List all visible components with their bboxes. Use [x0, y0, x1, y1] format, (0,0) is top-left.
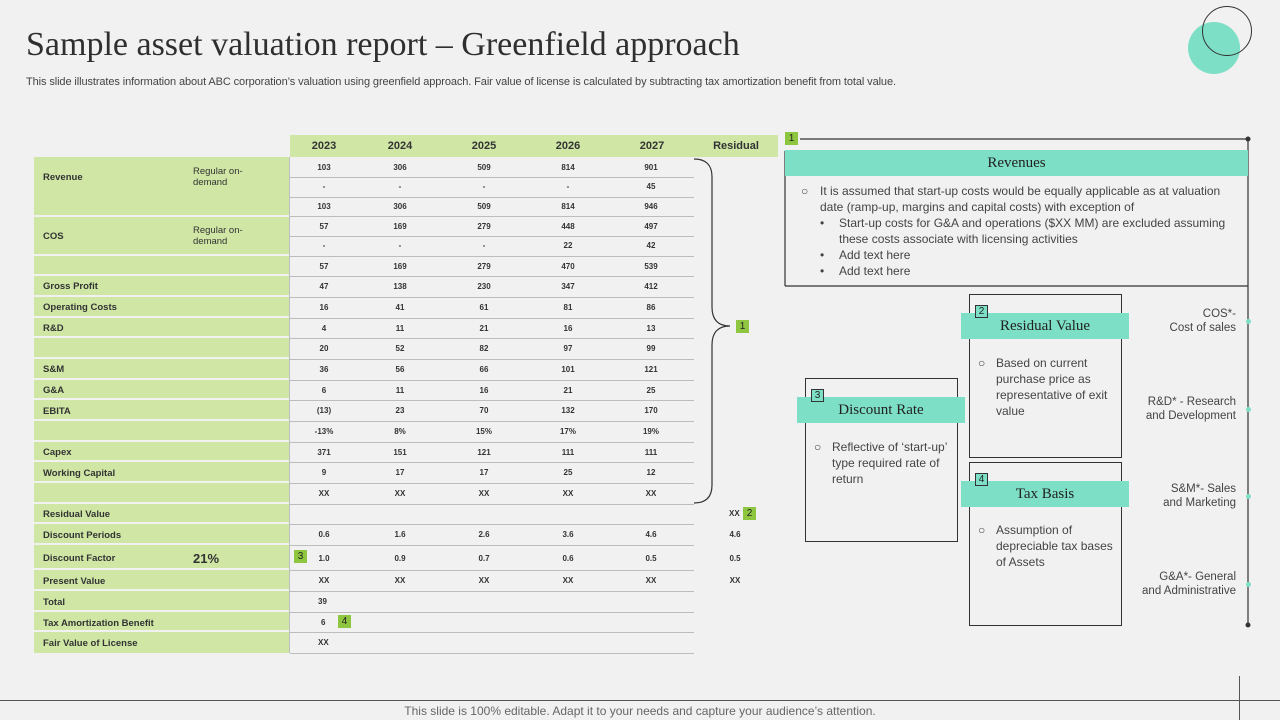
table-row-divider [290, 338, 694, 339]
table-row-divider [290, 632, 694, 633]
label-bg [34, 400, 289, 421]
table-row-divider [290, 570, 694, 571]
footer-text: This slide is 100% editable. Adapt it to your needs and capture your audience’s attention. [404, 704, 876, 718]
header-residual: Residual [694, 135, 778, 157]
table-cell: 17 [479, 468, 489, 477]
table-cell: 4.6 [729, 530, 741, 539]
table-cell: 17 [395, 468, 405, 477]
table-cell: 15% [475, 427, 492, 436]
table-cell: 21 [563, 386, 573, 395]
table-cell: 16 [319, 303, 329, 312]
circle-bullet-icon: ○ [978, 523, 986, 537]
table-cell: - [482, 182, 486, 191]
decorative-circle-ring [1202, 6, 1252, 56]
header-2026: 2026 [526, 135, 610, 157]
page-subtitle: This slide illustrates information about ABC corporation’s valuation using greenfield approach. Fair value of license is calculated by subtracting tax amortization benefit from total value. [26, 76, 896, 88]
table-row-divider [290, 462, 694, 463]
badge-3: 3 [294, 550, 307, 563]
table-cell: XX [394, 576, 406, 585]
table-cell: 371 [317, 448, 331, 457]
row-label-snm: S&M [43, 364, 65, 375]
table-cell: 279 [477, 222, 491, 231]
residual-value-desc: Based on current purchase price as representative of exit value [996, 356, 1108, 418]
table-cell: 1.0 [318, 554, 330, 563]
table-cell: 151 [393, 448, 407, 457]
header-2027: 2027 [610, 135, 694, 157]
legend-snm-line2: and Marketing [1163, 497, 1236, 509]
header-2025: 2025 [442, 135, 526, 157]
legend-dot [1246, 494, 1251, 499]
tax-basis-title: Tax Basis [961, 481, 1129, 507]
table-cell: 13 [646, 324, 656, 333]
circle-bullet-icon: ○ [814, 440, 822, 454]
table-cell: 121 [644, 365, 658, 374]
table-cell: 509 [477, 163, 491, 172]
table-cell: 45 [646, 182, 656, 191]
legend-snm-line1: S&M*- Sales [1170, 483, 1236, 495]
revenues-text [801, 183, 1229, 279]
table-cell: 448 [561, 222, 575, 231]
table-row-divider [290, 297, 694, 298]
table-cell: 306 [393, 163, 407, 172]
footer-divider [0, 700, 1280, 701]
badge-3-discount: 3 [811, 389, 824, 402]
table-cell: 0.7 [478, 554, 490, 563]
label-bg [34, 483, 289, 504]
header-2024: 2024 [358, 135, 442, 157]
tax-basis-text [978, 522, 1113, 570]
table-row-divider [290, 400, 694, 401]
table-cell: 901 [644, 163, 658, 172]
row-label-operating-costs: Operating Costs [43, 302, 117, 313]
table-cell: XX [318, 489, 330, 498]
total-cell: 39 [318, 597, 327, 606]
header-2023: 2023 [290, 135, 358, 157]
table-row-divider [290, 177, 694, 178]
revenues-title: Revenues [785, 150, 1248, 176]
curly-brace [690, 157, 730, 505]
label-bg [34, 421, 289, 442]
table-cell: 121 [477, 448, 491, 457]
table-cell: - [566, 182, 570, 191]
table-cell: 170 [644, 406, 658, 415]
table-cell: 4.6 [645, 530, 657, 539]
table-cell: XX [562, 489, 574, 498]
tax-amortization-cell: 6 [321, 618, 326, 627]
table-cell: 61 [479, 303, 489, 312]
table-cell: 16 [479, 386, 489, 395]
row-label-ebita: EBITA [43, 406, 71, 417]
badge-4: 4 [338, 615, 351, 628]
table-cell: 412 [644, 282, 658, 291]
table-cell: 306 [393, 202, 407, 211]
label-bg [34, 380, 289, 400]
table-cell: 17% [559, 427, 576, 436]
table-cell: XX [478, 489, 490, 498]
table-cell: - [398, 182, 402, 191]
page-title: Sample asset valuation report – Greenfield approach [26, 26, 740, 63]
discount-rate-text [814, 439, 949, 487]
table-row-divider [290, 545, 694, 546]
row-label-fair-value: Fair Value of License [43, 638, 138, 649]
table-row-divider [290, 442, 694, 443]
table-cell: 42 [646, 241, 656, 250]
table-cell: 9 [321, 468, 327, 477]
table-cell: 20 [319, 344, 329, 353]
legend-cos-line1: COS*- [1202, 308, 1236, 320]
table-cell: 11 [395, 324, 405, 333]
table-row-divider [290, 216, 694, 217]
table-cell: 11 [395, 386, 405, 395]
legend-dot [1246, 582, 1251, 587]
table-cell: 814 [561, 163, 575, 172]
table-cell: 47 [319, 282, 329, 291]
tax-basis-desc: Assumption of depreciable tax bases of Assets [996, 523, 1113, 569]
row-sublabel-regular: Regular on-demand [193, 166, 243, 188]
revenues-bullet: Add text here [839, 248, 911, 262]
table-cell: XX [478, 576, 490, 585]
table-cell: 56 [395, 365, 405, 374]
table-cell: 57 [319, 222, 329, 231]
table-cell: 66 [479, 365, 489, 374]
table-cell: 279 [477, 262, 491, 271]
table-cell: - [322, 241, 326, 250]
table-cell: 86 [646, 303, 656, 312]
table-cell: 138 [393, 282, 407, 291]
table-cell: 6 [321, 386, 327, 395]
discount-rate-title: Discount Rate [797, 397, 965, 423]
table-cell: 25 [646, 386, 656, 395]
table-cell: 8% [394, 427, 406, 436]
table-cell: 70 [479, 406, 489, 415]
label-bg [34, 359, 289, 380]
table-cell: XX [318, 576, 330, 585]
legend-rnd-line2: and Development [1145, 410, 1236, 422]
legend-gna [1142, 570, 1236, 598]
table-cell: 12 [646, 468, 656, 477]
table-row-divider [290, 236, 694, 237]
table-cell: 23 [395, 406, 405, 415]
table-cell: 0.5 [645, 554, 657, 563]
table-cell: 19% [642, 427, 659, 436]
table-cell: 0.6 [318, 530, 330, 539]
table-cell: 0.9 [394, 554, 406, 563]
revenues-bullet: Add text here [839, 264, 911, 278]
legend-rnd-line1: R&D* - Research [1147, 396, 1236, 408]
table-cell: 230 [477, 282, 491, 291]
discount-rate-desc: Reflective of ‘start-up’ type required rate of return [832, 440, 947, 486]
label-bg [34, 442, 289, 462]
table-cell: 132 [561, 406, 575, 415]
row-label-total: Total [43, 597, 65, 608]
row-label-discount-periods: Discount Periods [43, 530, 122, 541]
label-bg [34, 591, 289, 612]
table-cell: 41 [395, 303, 405, 312]
table-cell: 22 [563, 241, 573, 250]
table-cell: 3.6 [562, 530, 574, 539]
table-row-divider [290, 653, 694, 654]
table-row-divider [290, 504, 694, 505]
legend-gna-line1: G&A*- General [1159, 571, 1236, 583]
table-row-divider [290, 197, 694, 198]
table-row-divider [290, 276, 694, 277]
bullet-icon: • [820, 216, 825, 230]
table-cell: XX [562, 576, 574, 585]
legend-snm [1163, 482, 1236, 510]
row-label-gross-profit: Gross Profit [43, 281, 98, 292]
label-bg [34, 338, 289, 359]
row-label-capex: Capex [43, 447, 72, 458]
row-label-revenue: Revenue [43, 172, 83, 183]
table-row-divider [290, 318, 694, 319]
table-cell: 169 [393, 262, 407, 271]
table-cell: XX [394, 489, 406, 498]
row-label-residual-value: Residual Value [43, 509, 111, 520]
residual-value-title: Residual Value [961, 313, 1129, 339]
bullet-icon: • [820, 264, 825, 278]
badge-2-residual: 2 [975, 305, 988, 318]
row-label-rnd: R&D [43, 323, 64, 334]
circle-bullet-icon: ○ [801, 184, 809, 198]
label-bg [34, 318, 289, 338]
table-cell: 52 [395, 344, 405, 353]
table-row-divider [290, 591, 694, 592]
table-cell: 103 [317, 163, 331, 172]
table-cell: 509 [477, 202, 491, 211]
row-label-tax-amortization: Tax Amortization Benefit [43, 618, 154, 629]
badge-1-revenues: 1 [785, 132, 798, 145]
table-cell: XX [645, 489, 657, 498]
row-label-working-capital: Working Capital [43, 468, 116, 479]
legend-gna-line2: and Administrative [1142, 585, 1236, 597]
revenues-bullet: Start-up costs for G&A and operations ($XX MM) are excluded assuming these costs associate with licensing activities [839, 216, 1226, 246]
table-cell: 0.5 [729, 554, 741, 563]
table-cell: 81 [563, 303, 573, 312]
table-row-divider [290, 483, 694, 484]
table-cell: 814 [561, 202, 575, 211]
badge-4-tax: 4 [975, 473, 988, 486]
table-cell: XX [645, 576, 657, 585]
table-row-divider [290, 380, 694, 381]
table-cell: 470 [561, 262, 575, 271]
table-cell: 4 [321, 324, 327, 333]
table-cell: - [322, 182, 326, 191]
table-cell: 111 [561, 448, 575, 457]
legend-rnd [1146, 395, 1236, 423]
table-cell: - [482, 241, 486, 250]
table-cell: - [398, 241, 402, 250]
fair-value-cell: XX [318, 638, 329, 647]
badge-1: 1 [736, 320, 749, 333]
table-cell: 2.6 [478, 530, 490, 539]
table-cell: 497 [644, 222, 658, 231]
table-cell: 97 [563, 344, 573, 353]
legend-dot [1246, 319, 1251, 324]
residual-value-cell: XX [729, 509, 740, 518]
discount-rate-value: 21% [193, 551, 220, 566]
bullet-icon: • [820, 248, 825, 262]
table-cell: 946 [644, 202, 658, 211]
table-cell: 57 [319, 262, 329, 271]
table-row-divider [290, 612, 694, 613]
table-cell: -13% [314, 427, 334, 436]
table-cell: 347 [561, 282, 575, 291]
table-cell: 0.6 [562, 554, 574, 563]
label-bg [34, 256, 289, 276]
table-cell: 111 [644, 448, 658, 457]
circle-bullet-icon: ○ [978, 356, 986, 370]
table-row-divider [290, 524, 694, 525]
table-cell: 539 [644, 262, 658, 271]
row-label-cos: COS [43, 231, 64, 242]
table-cell: 101 [561, 365, 575, 374]
legend-cos-line2: Cost of sales [1169, 322, 1236, 334]
table-cell: 82 [479, 344, 489, 353]
table-row-divider [290, 359, 694, 360]
badge-2: 2 [743, 507, 756, 520]
table-cell: 21 [479, 324, 489, 333]
row-label-gna: G&A [43, 385, 65, 396]
row-sublabel-regular: Regular on-demand [193, 225, 243, 247]
table-row-divider [290, 421, 694, 422]
row-label-present-value: Present Value [43, 576, 106, 587]
legend-cos [1170, 307, 1236, 335]
table-column-divider [289, 157, 290, 653]
table-cell: 103 [317, 202, 331, 211]
table-cell: 25 [563, 468, 573, 477]
table-cell: 36 [319, 365, 329, 374]
table-cell: XX [729, 576, 741, 585]
legend-dot [1246, 407, 1251, 412]
table-cell: (13) [316, 406, 332, 415]
table-cell: 1.6 [394, 530, 406, 539]
table-cell: 99 [646, 344, 656, 353]
table-row-divider [290, 256, 694, 257]
revenues-main: It is assumed that start-up costs would be equally applicable as at valuation date (ramp-up, margins and capital costs) with exception of [820, 184, 1221, 214]
table-cell: 16 [563, 324, 573, 333]
table-cell: 169 [393, 222, 407, 231]
row-label-discount-factor: Discount Factor [43, 553, 116, 564]
residual-value-text [978, 355, 1113, 419]
